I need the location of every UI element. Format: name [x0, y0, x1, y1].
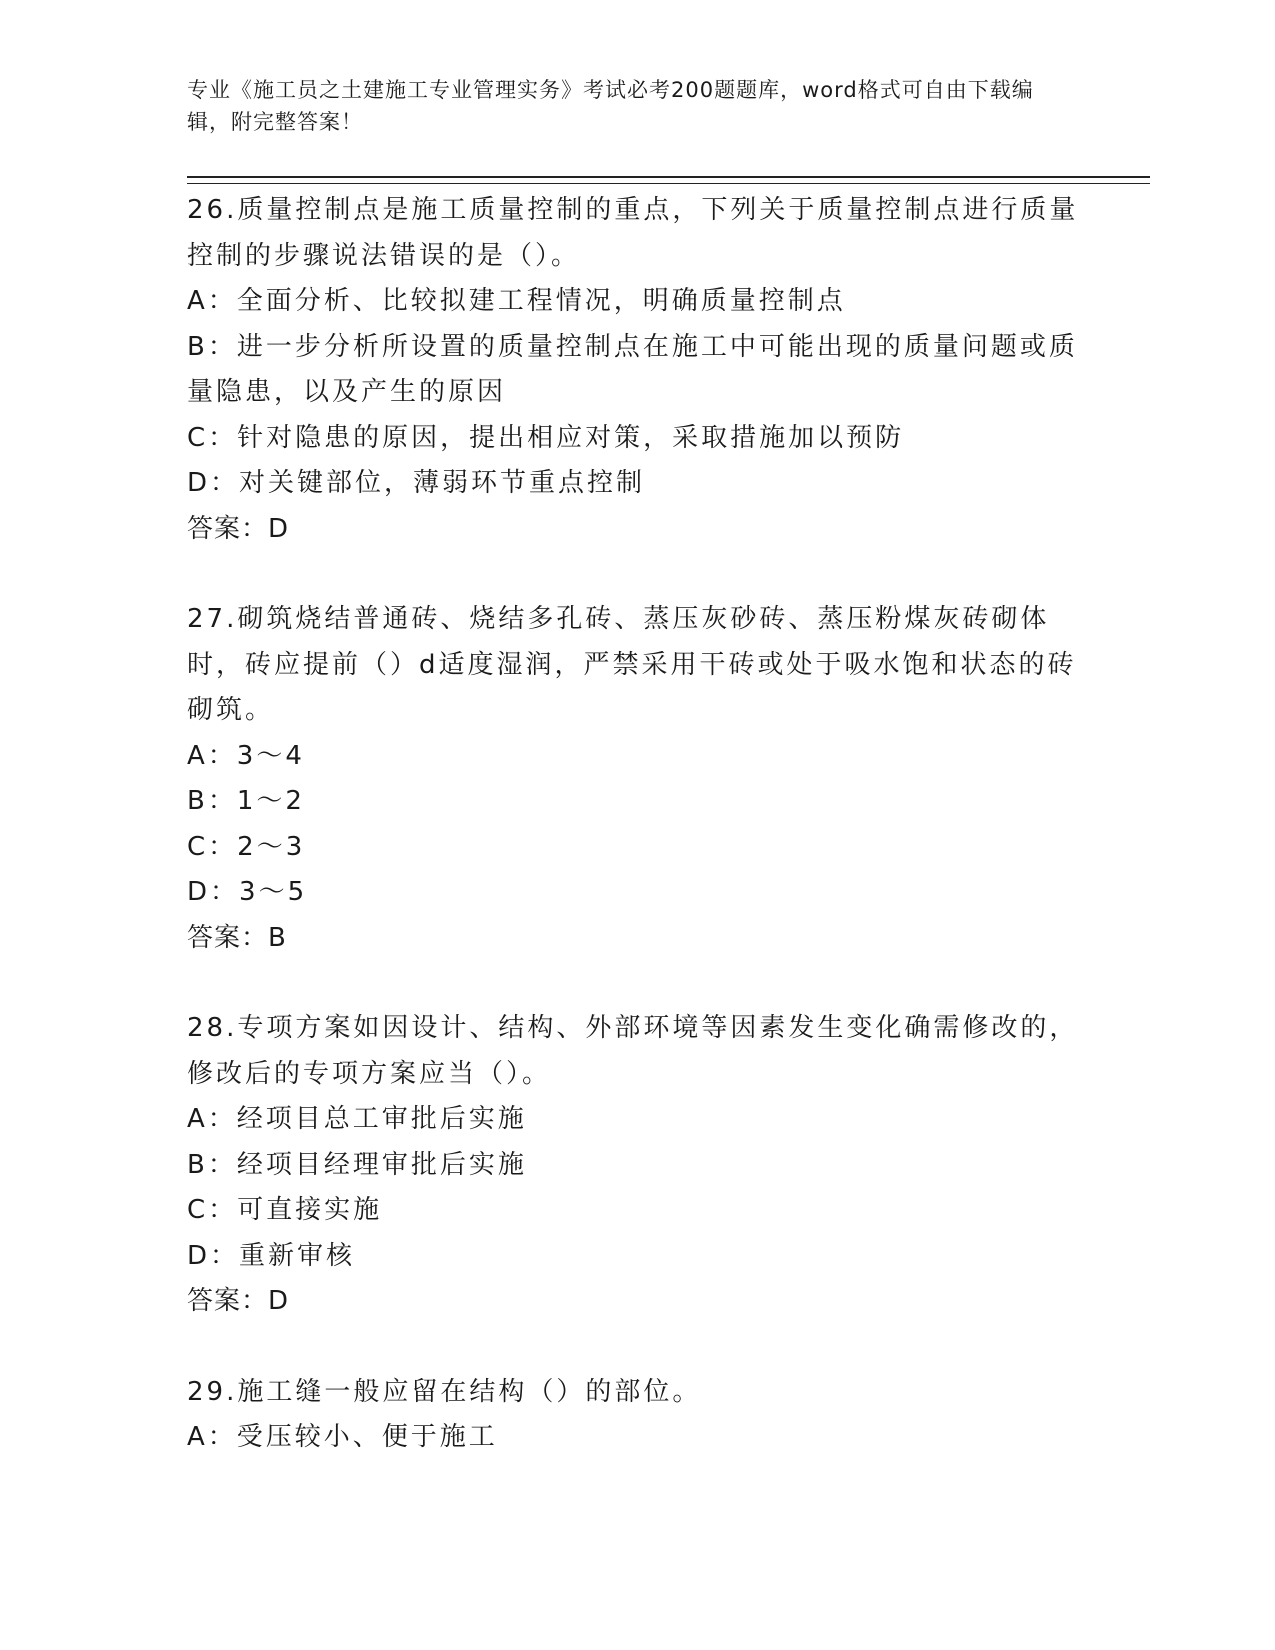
- option-b: B：进一步分析所设置的质量控制点在施工中可能出现的质量问题或质量隐患，以及产生的原因: [187, 331, 1078, 407]
- question-stem: 26.质量控制点是施工质量控制的重点，下列关于质量控制点进行质量控制的步骤说法错误的是（）。: [187, 195, 1079, 271]
- option-a: A：3～4: [187, 740, 305, 771]
- answer: 答案：B: [187, 922, 287, 953]
- document-header: 专业《施工员之土建施工专业管理实务》考试必考200题题库，word格式可自由下载编辑，附完整答案！: [187, 78, 1034, 134]
- answer: 答案：D: [187, 513, 290, 544]
- question-list: [187, 188, 1087, 1506]
- question-stem: 29.施工缝一般应留在结构（）的部位。: [187, 1376, 702, 1407]
- question-28: [187, 1006, 1087, 1325]
- option-d: D：重新审核: [187, 1240, 356, 1271]
- option-a: A：经项目总工审批后实施: [187, 1104, 527, 1134]
- option-a: A：受压较小、便于施工: [187, 1422, 498, 1452]
- option-c: C：针对隐患的原因，提出相应对策，采取措施加以预防: [187, 422, 905, 453]
- option-c: C：可直接实施: [187, 1195, 383, 1225]
- option-d: D：3～5: [187, 877, 308, 907]
- question-27: [187, 597, 1087, 961]
- option-b: B：经项目经理审批后实施: [187, 1149, 527, 1180]
- option-b: B：1～2: [187, 786, 305, 816]
- option-d: D：对关键部位，薄弱环节重点控制: [187, 468, 646, 498]
- option-a: A：全面分析、比较拟建工程情况，明确质量控制点: [187, 286, 846, 316]
- question-29: [187, 1370, 1087, 1461]
- question-26: [187, 188, 1087, 552]
- question-stem: 28.专项方案如因设计、结构、外部环境等因素发生变化确需修改的，修改后的专项方案应当（）。: [187, 1013, 1079, 1089]
- header-divider-thick: [187, 176, 1150, 178]
- header-divider-thin: [187, 183, 1150, 184]
- option-c: C：2～3: [187, 831, 306, 862]
- answer: 答案：D: [187, 1286, 290, 1316]
- question-stem: 27.砌筑烧结普通砖、烧结多孔砖、蒸压灰砂砖、蒸压粉煤灰砖砌体时，砖应提前（）d适度湿润，严禁采用干砖或处于吸水饱和状态的砖砌筑。: [187, 604, 1077, 725]
